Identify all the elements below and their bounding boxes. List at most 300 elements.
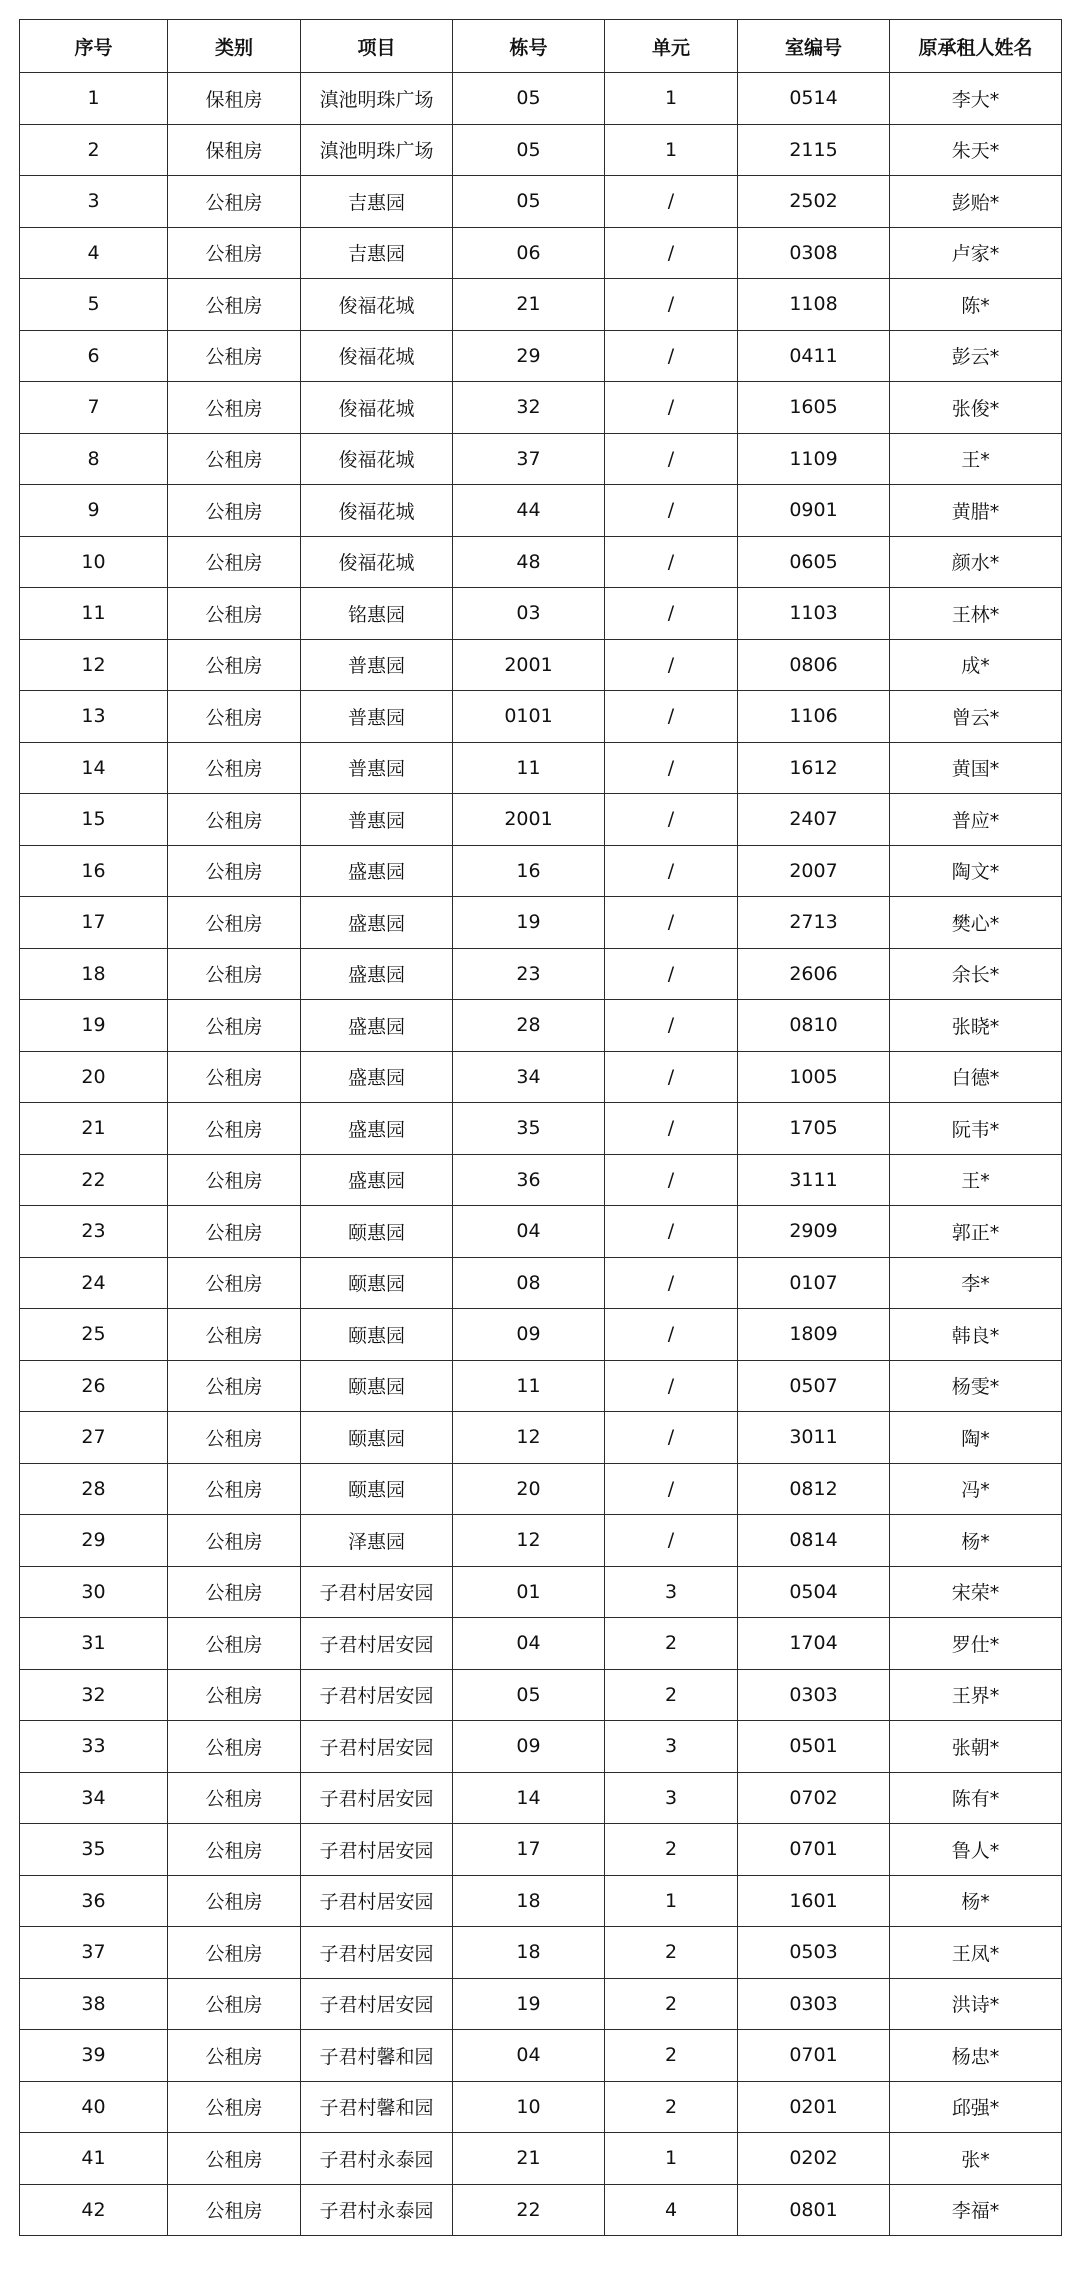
cell-unit: / xyxy=(605,536,738,588)
cell-project: 盛惠园 xyxy=(301,948,453,1000)
cell-tenant-name: 陶文* xyxy=(890,845,1062,897)
cell-room: 1809 xyxy=(738,1309,890,1361)
cell-category: 公租房 xyxy=(168,1978,301,2030)
cell-index: 33 xyxy=(20,1721,168,1773)
cell-building: 35 xyxy=(453,1103,605,1155)
cell-tenant-name: 李福* xyxy=(890,2184,1062,2236)
cell-unit: 2 xyxy=(605,1618,738,1670)
cell-category: 公租房 xyxy=(168,1206,301,1258)
cell-room: 0507 xyxy=(738,1360,890,1412)
cell-tenant-name: 陈有* xyxy=(890,1772,1062,1824)
cell-room: 1704 xyxy=(738,1618,890,1670)
table-row xyxy=(20,176,1062,228)
cell-index: 24 xyxy=(20,1257,168,1309)
cell-category: 公租房 xyxy=(168,1309,301,1361)
cell-index: 12 xyxy=(20,639,168,691)
cell-unit: / xyxy=(605,897,738,949)
cell-tenant-name: 张* xyxy=(890,2133,1062,2185)
cell-unit: / xyxy=(605,794,738,846)
cell-unit: 2 xyxy=(605,1824,738,1876)
cell-building: 2001 xyxy=(453,794,605,846)
cell-room: 0814 xyxy=(738,1515,890,1567)
table-row xyxy=(20,1515,1062,1567)
cell-project: 盛惠园 xyxy=(301,1103,453,1155)
cell-tenant-name: 鲁人* xyxy=(890,1824,1062,1876)
cell-building: 10 xyxy=(453,2081,605,2133)
cell-unit: 3 xyxy=(605,1566,738,1618)
cell-category: 公租房 xyxy=(168,897,301,949)
cell-unit: / xyxy=(605,1257,738,1309)
cell-category: 公租房 xyxy=(168,1515,301,1567)
cell-project: 俊福花城 xyxy=(301,382,453,434)
cell-building: 20 xyxy=(453,1463,605,1515)
table-row xyxy=(20,1927,1062,1979)
table-row xyxy=(20,1463,1062,1515)
cell-index: 11 xyxy=(20,588,168,640)
cell-building: 18 xyxy=(453,1927,605,1979)
table-row xyxy=(20,2081,1062,2133)
cell-unit: 4 xyxy=(605,2184,738,2236)
cell-index: 23 xyxy=(20,1206,168,1258)
cell-category: 公租房 xyxy=(168,2133,301,2185)
cell-project: 铭惠园 xyxy=(301,588,453,640)
cell-index: 28 xyxy=(20,1463,168,1515)
cell-tenant-name: 杨* xyxy=(890,1515,1062,1567)
cell-building: 21 xyxy=(453,2133,605,2185)
cell-tenant-name: 颜水* xyxy=(890,536,1062,588)
table-row xyxy=(20,1772,1062,1824)
cell-tenant-name: 朱天* xyxy=(890,124,1062,176)
cell-project: 俊福花城 xyxy=(301,485,453,537)
cell-project: 俊福花城 xyxy=(301,279,453,331)
cell-tenant-name: 李* xyxy=(890,1257,1062,1309)
cell-room: 1106 xyxy=(738,691,890,743)
cell-room: 0806 xyxy=(738,639,890,691)
cell-index: 40 xyxy=(20,2081,168,2133)
table-row xyxy=(20,433,1062,485)
cell-index: 22 xyxy=(20,1154,168,1206)
cell-tenant-name: 彭贻* xyxy=(890,176,1062,228)
table-row xyxy=(20,382,1062,434)
cell-project: 滇池明珠广场 xyxy=(301,73,453,125)
cell-building: 16 xyxy=(453,845,605,897)
table-row xyxy=(20,1412,1062,1464)
cell-category: 公租房 xyxy=(168,639,301,691)
table-row xyxy=(20,279,1062,331)
cell-category: 公租房 xyxy=(168,2030,301,2082)
cell-index: 21 xyxy=(20,1103,168,1155)
cell-unit: / xyxy=(605,433,738,485)
cell-project: 子君村居安园 xyxy=(301,1721,453,1773)
cell-building: 12 xyxy=(453,1412,605,1464)
cell-category: 公租房 xyxy=(168,1360,301,1412)
cell-room: 0514 xyxy=(738,73,890,125)
cell-building: 04 xyxy=(453,2030,605,2082)
cell-room: 0901 xyxy=(738,485,890,537)
table-row xyxy=(20,124,1062,176)
cell-tenant-name: 阮韦* xyxy=(890,1103,1062,1155)
cell-tenant-name: 邱强* xyxy=(890,2081,1062,2133)
cell-category: 公租房 xyxy=(168,176,301,228)
cell-category: 公租房 xyxy=(168,1103,301,1155)
cell-category: 公租房 xyxy=(168,2081,301,2133)
cell-room: 1005 xyxy=(738,1051,890,1103)
cell-index: 2 xyxy=(20,124,168,176)
cell-building: 09 xyxy=(453,1309,605,1361)
cell-project: 子君村居安园 xyxy=(301,1772,453,1824)
cell-room: 1108 xyxy=(738,279,890,331)
cell-index: 32 xyxy=(20,1669,168,1721)
cell-building: 21 xyxy=(453,279,605,331)
cell-category: 公租房 xyxy=(168,691,301,743)
cell-building: 23 xyxy=(453,948,605,1000)
cell-unit: 1 xyxy=(605,73,738,125)
cell-unit: / xyxy=(605,1206,738,1258)
cell-index: 9 xyxy=(20,485,168,537)
cell-room: 1612 xyxy=(738,742,890,794)
cell-category: 公租房 xyxy=(168,948,301,1000)
cell-tenant-name: 王* xyxy=(890,1154,1062,1206)
cell-index: 36 xyxy=(20,1875,168,1927)
cell-room: 0303 xyxy=(738,1978,890,2030)
cell-category: 保租房 xyxy=(168,124,301,176)
cell-tenant-name: 张晓* xyxy=(890,1000,1062,1052)
cell-room: 0202 xyxy=(738,2133,890,2185)
table-row xyxy=(20,897,1062,949)
cell-category: 公租房 xyxy=(168,330,301,382)
cell-unit: / xyxy=(605,485,738,537)
table-row xyxy=(20,1000,1062,1052)
cell-index: 25 xyxy=(20,1309,168,1361)
column-header-project: 项目 xyxy=(301,20,453,73)
table-row xyxy=(20,794,1062,846)
cell-index: 18 xyxy=(20,948,168,1000)
cell-unit: / xyxy=(605,639,738,691)
cell-unit: 3 xyxy=(605,1772,738,1824)
cell-room: 0701 xyxy=(738,1824,890,1876)
cell-room: 2909 xyxy=(738,1206,890,1258)
cell-project: 俊福花城 xyxy=(301,433,453,485)
table-row xyxy=(20,485,1062,537)
cell-tenant-name: 李大* xyxy=(890,73,1062,125)
cell-building: 04 xyxy=(453,1618,605,1670)
cell-room: 2606 xyxy=(738,948,890,1000)
cell-project: 子君村居安园 xyxy=(301,1669,453,1721)
cell-index: 17 xyxy=(20,897,168,949)
cell-unit: / xyxy=(605,176,738,228)
table-row xyxy=(20,2184,1062,2236)
cell-unit: / xyxy=(605,948,738,1000)
cell-room: 3011 xyxy=(738,1412,890,1464)
cell-tenant-name: 郭正* xyxy=(890,1206,1062,1258)
cell-building: 19 xyxy=(453,897,605,949)
cell-building: 11 xyxy=(453,742,605,794)
cell-room: 0303 xyxy=(738,1669,890,1721)
cell-tenant-name: 陈* xyxy=(890,279,1062,331)
table-row xyxy=(20,227,1062,279)
table-row xyxy=(20,845,1062,897)
cell-project: 子君村永泰园 xyxy=(301,2133,453,2185)
cell-tenant-name: 余长* xyxy=(890,948,1062,1000)
cell-building: 32 xyxy=(453,382,605,434)
cell-index: 8 xyxy=(20,433,168,485)
cell-building: 34 xyxy=(453,1051,605,1103)
table-row xyxy=(20,2030,1062,2082)
cell-unit: / xyxy=(605,1051,738,1103)
cell-tenant-name: 罗仕* xyxy=(890,1618,1062,1670)
cell-index: 4 xyxy=(20,227,168,279)
table-row xyxy=(20,639,1062,691)
cell-project: 颐惠园 xyxy=(301,1309,453,1361)
cell-building: 28 xyxy=(453,1000,605,1052)
cell-project: 俊福花城 xyxy=(301,330,453,382)
cell-project: 子君村馨和园 xyxy=(301,2030,453,2082)
cell-unit: / xyxy=(605,1103,738,1155)
cell-tenant-name: 陶* xyxy=(890,1412,1062,1464)
cell-index: 10 xyxy=(20,536,168,588)
cell-index: 26 xyxy=(20,1360,168,1412)
cell-building: 29 xyxy=(453,330,605,382)
column-header-index: 序号 xyxy=(20,20,168,73)
cell-unit: / xyxy=(605,1154,738,1206)
table-row xyxy=(20,588,1062,640)
cell-category: 公租房 xyxy=(168,485,301,537)
cell-category: 公租房 xyxy=(168,536,301,588)
cell-project: 子君村居安园 xyxy=(301,1978,453,2030)
cell-index: 13 xyxy=(20,691,168,743)
cell-room: 0810 xyxy=(738,1000,890,1052)
cell-tenant-name: 张朝* xyxy=(890,1721,1062,1773)
cell-unit: / xyxy=(605,1360,738,1412)
table-row xyxy=(20,1051,1062,1103)
cell-room: 0411 xyxy=(738,330,890,382)
cell-index: 19 xyxy=(20,1000,168,1052)
cell-project: 颐惠园 xyxy=(301,1360,453,1412)
cell-index: 3 xyxy=(20,176,168,228)
cell-project: 泽惠园 xyxy=(301,1515,453,1567)
cell-index: 14 xyxy=(20,742,168,794)
cell-unit: 2 xyxy=(605,1978,738,2030)
cell-room: 1601 xyxy=(738,1875,890,1927)
cell-project: 颐惠园 xyxy=(301,1463,453,1515)
cell-room: 1605 xyxy=(738,382,890,434)
cell-category: 公租房 xyxy=(168,1669,301,1721)
cell-index: 5 xyxy=(20,279,168,331)
cell-project: 盛惠园 xyxy=(301,845,453,897)
cell-unit: / xyxy=(605,742,738,794)
table-row xyxy=(20,330,1062,382)
cell-room: 2502 xyxy=(738,176,890,228)
cell-project: 普惠园 xyxy=(301,742,453,794)
cell-index: 34 xyxy=(20,1772,168,1824)
cell-index: 41 xyxy=(20,2133,168,2185)
table-body xyxy=(20,73,1062,2236)
cell-unit: / xyxy=(605,227,738,279)
cell-index: 37 xyxy=(20,1927,168,1979)
table-row xyxy=(20,742,1062,794)
table-row xyxy=(20,1309,1062,1361)
cell-category: 公租房 xyxy=(168,279,301,331)
table-header-row xyxy=(20,20,1062,73)
cell-building: 05 xyxy=(453,1669,605,1721)
cell-room: 2007 xyxy=(738,845,890,897)
cell-index: 31 xyxy=(20,1618,168,1670)
cell-unit: 2 xyxy=(605,1669,738,1721)
cell-room: 2115 xyxy=(738,124,890,176)
cell-project: 子君村永泰园 xyxy=(301,2184,453,2236)
table-row xyxy=(20,1978,1062,2030)
cell-building: 44 xyxy=(453,485,605,537)
cell-project: 普惠园 xyxy=(301,639,453,691)
cell-index: 1 xyxy=(20,73,168,125)
cell-unit: / xyxy=(605,1309,738,1361)
cell-tenant-name: 张俊* xyxy=(890,382,1062,434)
cell-project: 盛惠园 xyxy=(301,1051,453,1103)
table-row xyxy=(20,1824,1062,1876)
cell-room: 0605 xyxy=(738,536,890,588)
cell-category: 公租房 xyxy=(168,1566,301,1618)
cell-tenant-name: 普应* xyxy=(890,794,1062,846)
column-header-building: 栋号 xyxy=(453,20,605,73)
cell-index: 15 xyxy=(20,794,168,846)
cell-project: 吉惠园 xyxy=(301,176,453,228)
cell-room: 0201 xyxy=(738,2081,890,2133)
cell-category: 公租房 xyxy=(168,382,301,434)
tenant-table-container xyxy=(19,19,1061,2236)
cell-building: 22 xyxy=(453,2184,605,2236)
table-row xyxy=(20,1566,1062,1618)
cell-unit: 1 xyxy=(605,1875,738,1927)
cell-project: 子君村居安园 xyxy=(301,1927,453,1979)
cell-category: 保租房 xyxy=(168,73,301,125)
cell-project: 盛惠园 xyxy=(301,1154,453,1206)
cell-building: 17 xyxy=(453,1824,605,1876)
cell-building: 18 xyxy=(453,1875,605,1927)
cell-building: 04 xyxy=(453,1206,605,1258)
cell-building: 09 xyxy=(453,1721,605,1773)
cell-tenant-name: 白德* xyxy=(890,1051,1062,1103)
cell-project: 子君村居安园 xyxy=(301,1618,453,1670)
cell-room: 1109 xyxy=(738,433,890,485)
cell-project: 子君村居安园 xyxy=(301,1824,453,1876)
cell-building: 37 xyxy=(453,433,605,485)
cell-category: 公租房 xyxy=(168,1463,301,1515)
cell-unit: / xyxy=(605,330,738,382)
cell-unit: / xyxy=(605,1412,738,1464)
table-row xyxy=(20,536,1062,588)
cell-unit: / xyxy=(605,691,738,743)
cell-tenant-name: 韩良* xyxy=(890,1309,1062,1361)
cell-room: 0107 xyxy=(738,1257,890,1309)
cell-building: 03 xyxy=(453,588,605,640)
cell-category: 公租房 xyxy=(168,1721,301,1773)
cell-building: 06 xyxy=(453,227,605,279)
cell-project: 子君村居安园 xyxy=(301,1875,453,1927)
column-header-room: 室编号 xyxy=(738,20,890,73)
cell-building: 01 xyxy=(453,1566,605,1618)
cell-index: 16 xyxy=(20,845,168,897)
table-row xyxy=(20,73,1062,125)
cell-index: 38 xyxy=(20,1978,168,2030)
cell-tenant-name: 杨雯* xyxy=(890,1360,1062,1412)
cell-building: 0101 xyxy=(453,691,605,743)
cell-unit: / xyxy=(605,1515,738,1567)
cell-category: 公租房 xyxy=(168,1257,301,1309)
cell-tenant-name: 王* xyxy=(890,433,1062,485)
column-header-category: 类别 xyxy=(168,20,301,73)
cell-unit: / xyxy=(605,1463,738,1515)
cell-index: 39 xyxy=(20,2030,168,2082)
column-header-tenant-name: 原承租人姓名 xyxy=(890,20,1062,73)
cell-unit: 2 xyxy=(605,1927,738,1979)
cell-project: 颐惠园 xyxy=(301,1412,453,1464)
table-row xyxy=(20,1618,1062,1670)
cell-tenant-name: 宋荣* xyxy=(890,1566,1062,1618)
cell-unit: / xyxy=(605,382,738,434)
table-row xyxy=(20,1154,1062,1206)
cell-category: 公租房 xyxy=(168,742,301,794)
cell-category: 公租房 xyxy=(168,1772,301,1824)
cell-unit: / xyxy=(605,588,738,640)
cell-unit: 2 xyxy=(605,2030,738,2082)
cell-tenant-name: 杨* xyxy=(890,1875,1062,1927)
cell-room: 0801 xyxy=(738,2184,890,2236)
cell-tenant-name: 成* xyxy=(890,639,1062,691)
cell-room: 0501 xyxy=(738,1721,890,1773)
table-row xyxy=(20,1875,1062,1927)
cell-building: 05 xyxy=(453,176,605,228)
cell-unit: 1 xyxy=(605,2133,738,2185)
table-row xyxy=(20,948,1062,1000)
cell-building: 05 xyxy=(453,73,605,125)
cell-room: 1103 xyxy=(738,588,890,640)
cell-index: 42 xyxy=(20,2184,168,2236)
cell-category: 公租房 xyxy=(168,2184,301,2236)
cell-unit: 2 xyxy=(605,2081,738,2133)
cell-category: 公租房 xyxy=(168,1000,301,1052)
table-row xyxy=(20,1360,1062,1412)
cell-project: 盛惠园 xyxy=(301,1000,453,1052)
cell-project: 普惠园 xyxy=(301,794,453,846)
cell-tenant-name: 洪诗* xyxy=(890,1978,1062,2030)
cell-unit: / xyxy=(605,1000,738,1052)
cell-building: 12 xyxy=(453,1515,605,1567)
cell-index: 29 xyxy=(20,1515,168,1567)
tenant-table xyxy=(19,19,1062,2236)
cell-index: 30 xyxy=(20,1566,168,1618)
cell-building: 05 xyxy=(453,124,605,176)
cell-category: 公租房 xyxy=(168,1154,301,1206)
cell-category: 公租房 xyxy=(168,794,301,846)
cell-tenant-name: 黄国* xyxy=(890,742,1062,794)
cell-category: 公租房 xyxy=(168,1412,301,1464)
cell-category: 公租房 xyxy=(168,1051,301,1103)
cell-tenant-name: 王林* xyxy=(890,588,1062,640)
column-header-unit: 单元 xyxy=(605,20,738,73)
cell-tenant-name: 樊心* xyxy=(890,897,1062,949)
cell-tenant-name: 王界* xyxy=(890,1669,1062,1721)
cell-tenant-name: 王凤* xyxy=(890,1927,1062,1979)
cell-unit: 1 xyxy=(605,124,738,176)
cell-project: 颐惠园 xyxy=(301,1257,453,1309)
cell-index: 20 xyxy=(20,1051,168,1103)
cell-unit: / xyxy=(605,279,738,331)
cell-room: 0702 xyxy=(738,1772,890,1824)
cell-project: 颐惠园 xyxy=(301,1206,453,1258)
cell-room: 0503 xyxy=(738,1927,890,1979)
cell-room: 0308 xyxy=(738,227,890,279)
cell-building: 19 xyxy=(453,1978,605,2030)
